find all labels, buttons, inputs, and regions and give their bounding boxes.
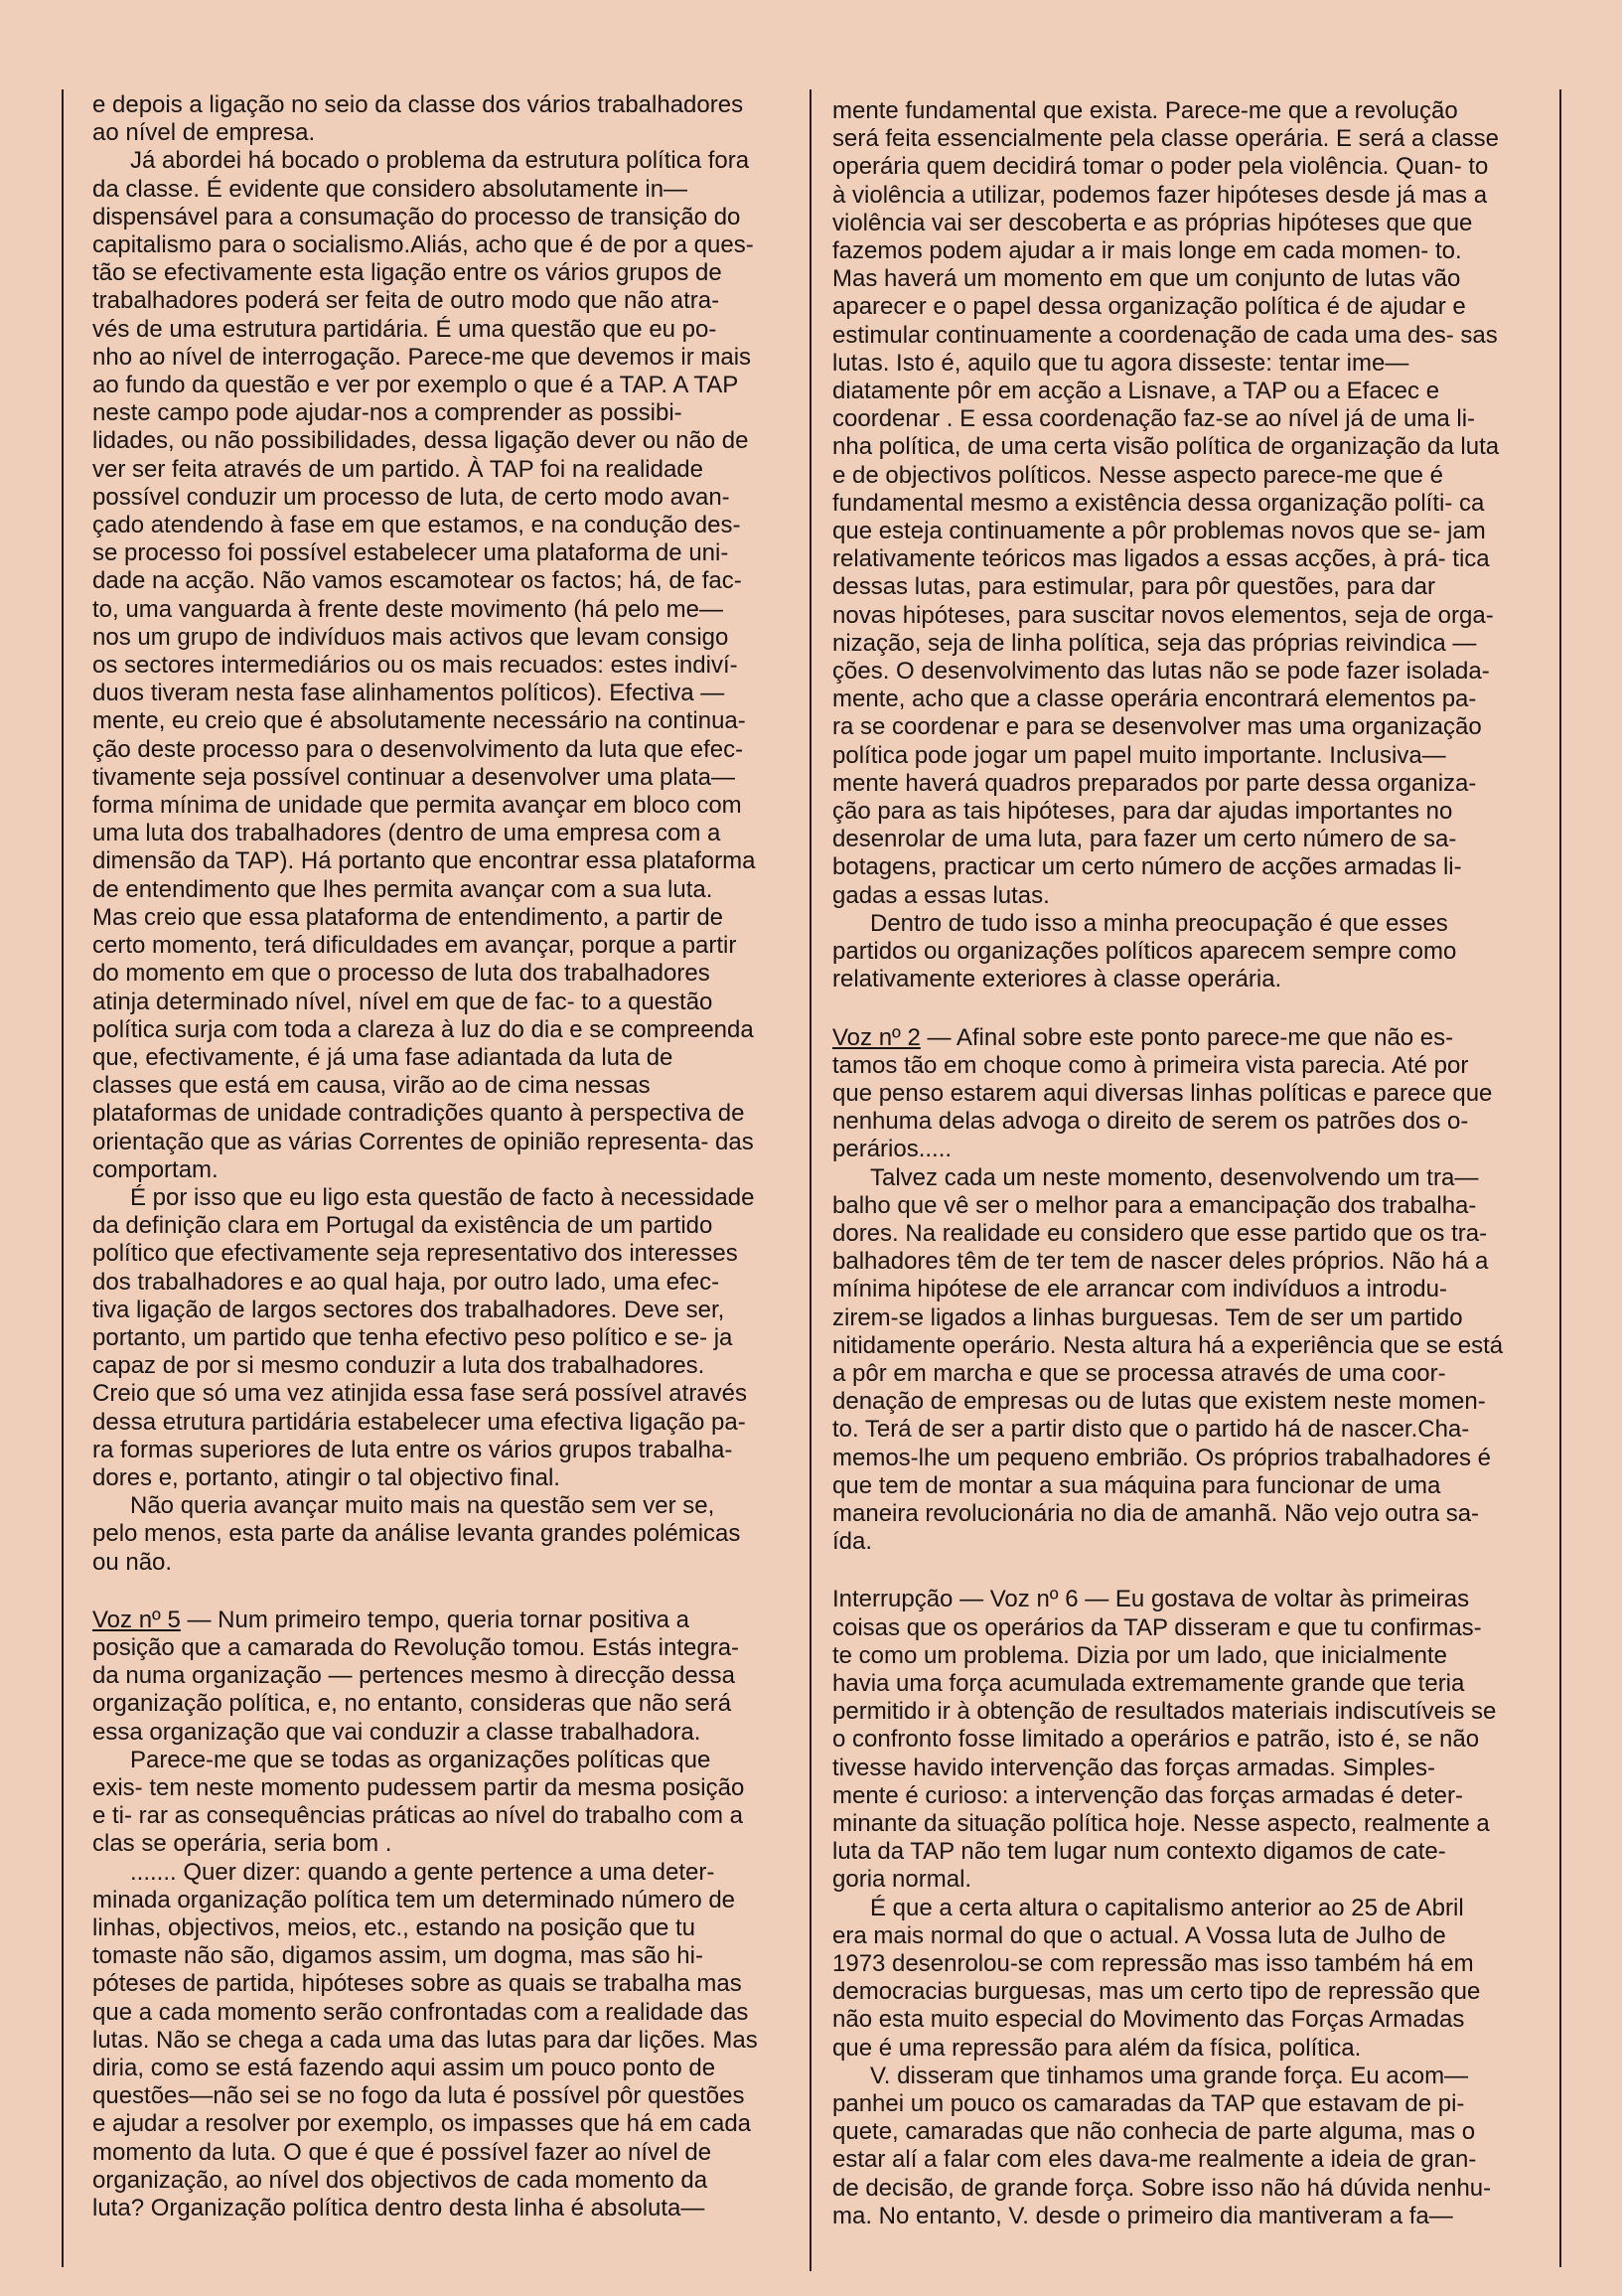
paragraph: ....... Quer dizer: quando a gente pertence a uma deter- minada organização política tem um determinado número de linhas, objectivos, meios, etc., estando na posição que tu tomaste não são, digamos assim, um dogma, mas são hi- póteses de partida, hipóteses sobre as quais se trabalha mas que a cada momento serão confrontadas com a realidade das lutas. Não se chega a cada uma das lutas para dar lições. Mas diria, como se está fazendo aqui assim um pouco ponto de questões—não sei se no fogo da luta é possível pôr questões e ajudar a resolver por exemplo, os impasses que há em cada momento da luta. O que é que é possível fazer ao nível de organização, ao nível dos objectivos de cada momento da luta? Organização política dentro desta linha é absoluta— <box>92 1858 758 2222</box>
speaker-label: Voz nº 2 <box>832 1023 921 1051</box>
speaker-label: Voz nº 5 <box>92 1606 181 1633</box>
speaker-paragraph <box>832 1586 1504 1894</box>
paragraph: Não queria avançar muito mais na questão sem ver se, pelo menos, esta parte da análise levanta grandes polémicas ou não. <box>92 1492 741 1576</box>
right-margin-rule <box>1559 89 1561 2267</box>
paragraph: V. disseram que tinhamos uma grande força. Eu acom— panhei um pouco os camaradas da TAP que estavam de pi- quete, camaradas que não conhecia de parte alguma, mas o estar alí a falar com eles dava-me realmente a ideia de gran- de decisão, de grande força. Sobre isso não há dúvida nenhu- ma. No entanto, V. desde o primeiro dia mantiveram a fa— <box>832 2062 1492 2229</box>
paragraph: É que a certa altura o capitalismo anterior ao 25 de Abril era mais normal do que o actual. A Vossa luta de Julho de 1973 desenrolou-se com repressão mas isso também há em democracias burguesas, mas um certo tipo de repressão que não esta muito especial do Movimento das Forças Armadas que é uma repressão para além da física, política. <box>832 1894 1481 2062</box>
right-column <box>832 97 1504 2230</box>
paragraph: Talvez cada um neste momento, desenvolvendo um tra— balho que vê ser o melhor para a emancipação dos trabalha- dores. Na realidade eu considero que esse partido que os tra- balhadores têm de ter tem de nascer deles próprios. Não há a mínima hipótese de ele arrancar com indivíduos a introdu- zirem-se ligados a linhas burguesas. Tem de ser um partido nitidamente operário. Nesta altura há a experiência que se está a pôr em marcha e que se processa através de uma coor- denação de empresas ou de lutas que existem neste momen- to. Terá de ser a partir disto que o partido há de nascer.Cha- memos-lhe um pequeno embrião. Os próprios trabalhadores é que tem de montar a sua máquina para funcionar de uma maneira revolucionária no dia de amanhã. Não vejo outra sa- ída. <box>832 1163 1504 1556</box>
speaker-paragraph <box>832 1024 1504 1164</box>
paragraph: Dentro de tudo isso a minha preocupação é que esses partidos ou organizações políticos aparecem sempre como relativamente exteriores à classe operária. <box>832 909 1457 994</box>
speaker-text: — Afinal sobre este ponto parece-me que não es- tamos tão em choque como à primeira vista parecia. Até por que penso estarem aqui diversas linhas políticas e parece que nenhuma delas advoga o direito de serem os patrões dos o- perários..... <box>832 1023 1493 1163</box>
speaker-text: — Eu gostava de voltar às primeiras coisas que os operários da TAP disseram e que tu confirmas- te como um problema. Dizia por um lado, que inicialmente havia uma força acumulada extremamente grande que teria permitido ir à obtenção de resultados materiais indiscutíveis se o confronto fosse limitado a operários e patrão, isto é, se não tivesse havido intervenção das forças armadas. Simples- mente é curioso: a intervenção das forças armadas é deter- minante da situação política hoje. Nesse aspecto, realmente a luta da TAP não tem lugar num contexto digamos de cate- goria normal. <box>832 1586 1497 1894</box>
center-column-rule <box>810 89 811 2271</box>
speaker-label: Interrupção — Voz nº 6 <box>832 1586 1079 1613</box>
left-column <box>92 91 758 2222</box>
paragraph: mente fundamental que exista. Parece-me que a revolução será feita essencialmente pela classe operária. E será a classe operária quem decidirá tomar o poder pela violência. Quan- to à violência a utilizar, podemos fazer hipóteses desde já mas a violência vai ser descoberta e as próprias hipóteses que que fazemos podem ajudar a ir mais longe em cada momen- to. Mas haverá um momento em que um conjunto de lutas vão aparecer e o papel dessa organização política é de ajudar e estimular continuamente a coordenação de cada uma des- sas lutas. Isto é, aquilo que tu agora disseste: tentar ime— diatamente pôr em acção a Lisnave, a TAP ou a Efacec e coordenar . E essa coordenação faz-se ao nível já de uma li- nha política, de uma certa visão política de organização da luta e de objectivos políticos. Nesse aspecto parece-me que é fundamental mesmo a existência dessa organização políti- ca que esteja continuamente a pôr problemas novos que se- jam relativamente teóricos mas ligados a essas acções, à prá- tica dessas lutas, para estimular, para pôr questões, para dar novas hipóteses, para suscitar novos elementos, seja de orga- nização, seja de linha política, seja das próprias reivindica — ções. O desenvolvimento das lutas não se pode fazer isolada- mente, acho que a classe operária encontrará elementos pa- ra se coordenar e para se desenvolver mas uma organização política pode jogar um papel muito importante. Inclusiva— mente haverá quadros preparados por parte dessa organiza- ção para as tais hipóteses, para dar ajudas importantes no desenrolar de uma luta, para fazer um certo número de sa- botagens, practicar um certo número de acções armadas li- gadas a essas lutas. <box>832 97 1500 909</box>
paragraph: e depois a ligação no seio da classe dos vários trabalhadores ao nível de empresa. <box>92 91 744 147</box>
paragraph: Já abordei há bocado o problema da estrutura política fora da classe. É evidente que considero absolutamente in— dispensável para a consumação do processo de transição do capitalismo para o socialismo.Aliás, acho que é de por a ques- tão se efectivamente esta ligação entre os vários grupos de trabalhadores poderá ser feita de outro modo que não atra- vés de uma estrutura partidária. É uma questão que eu po- nho ao nível de interrogação. Parece-me que devemos ir mais ao fundo da questão e ver por exemplo o que é a TAP. A TAP neste campo pode ajudar-nos a comprender as possibi- lidades, ou não possibilidades, dessa ligação dever ou não de ver ser feita através de um partido. À TAP foi na realidade possível conduzir um processo de luta, de certo modo avan- çado atendendo à fase em que estamos, e na condução des- se processo foi possível estabelecer uma plataforma de uni- dade na acção. Não vamos escamotear os factos; há, de fac- to, uma vanguarda à frente deste movimento (há pelo me— nos um grupo de indivíduos mais activos que levam consigo os sectores intermediários ou os mais recuados: estes indiví- duos tiveram nesta fase alinhamentos políticos). Efectiva — mente, eu creio que é absolutamente necessário na continua- ção deste processo para o desenvolvimento da luta que efec- tivamente seja possível continuar a desenvolver uma plata— forma mínima de unidade que permita avançar em bloco com uma luta dos trabalhadores (dentro de uma empresa com a dimensão da TAP). Há portanto que encontrar essa plataforma de entendimento que lhes permita avançar com a sua luta. Mas creio que essa plataforma de entendimento, a partir de certo momento, terá dificuldades em avançar, porque a partir do momento em que o processo de luta dos trabalhadores atinja determinado nível, nível em que de fac- to a questão política surja com toda a clareza à luz do dia e se compreenda que, efectivamente, é já uma fase adiantada da luta de classes que está em causa, virão ao de cima nessas plataformas de unidade contradições quanto à perspectiva de orientação que as várias Correntes de opinião representa- das comportam. <box>92 147 756 1183</box>
speaker-text: — Num primeiro tempo, queria tornar positiva a posição que a camarada do Revolução tomou. Estás integra- da numa organização — pertences mesmo à direcção dessa organização política, e, no entanto, consideras que não será essa organização que vai conduzir a classe trabalhadora. <box>92 1606 740 1746</box>
speaker-paragraph <box>92 1607 758 1747</box>
left-margin-rule <box>62 89 64 2267</box>
paragraph: É por isso que eu ligo esta questão de facto à necessidade da definição clara em Portugal da existência de um partido político que efectivamente seja representativo dos interesses dos trabalhadores e ao qual haja, por outro lado, uma efec- tiva ligação de largos sectores dos trabalhadores. Deve ser, portanto, um partido que tenha efectivo peso político e se- ja capaz de por si mesmo conduzir a luta dos trabalhadores. Creio que só uma vez atinjida essa fase será possível através dessa etrutura partidária estabelecer uma efectiva ligação pa- ra formas superiores de luta entre os vários grupos trabalha- dores e, portanto, atingir o tal objectivo final. <box>92 1183 755 1491</box>
paragraph: Parece-me que se todas as organizações políticas que exis- tem neste momento pudessem partir da mesma posição e ti- rar as consequências práticas ao nível do trabalho com a clas se operária, seria bom . <box>92 1746 745 1858</box>
